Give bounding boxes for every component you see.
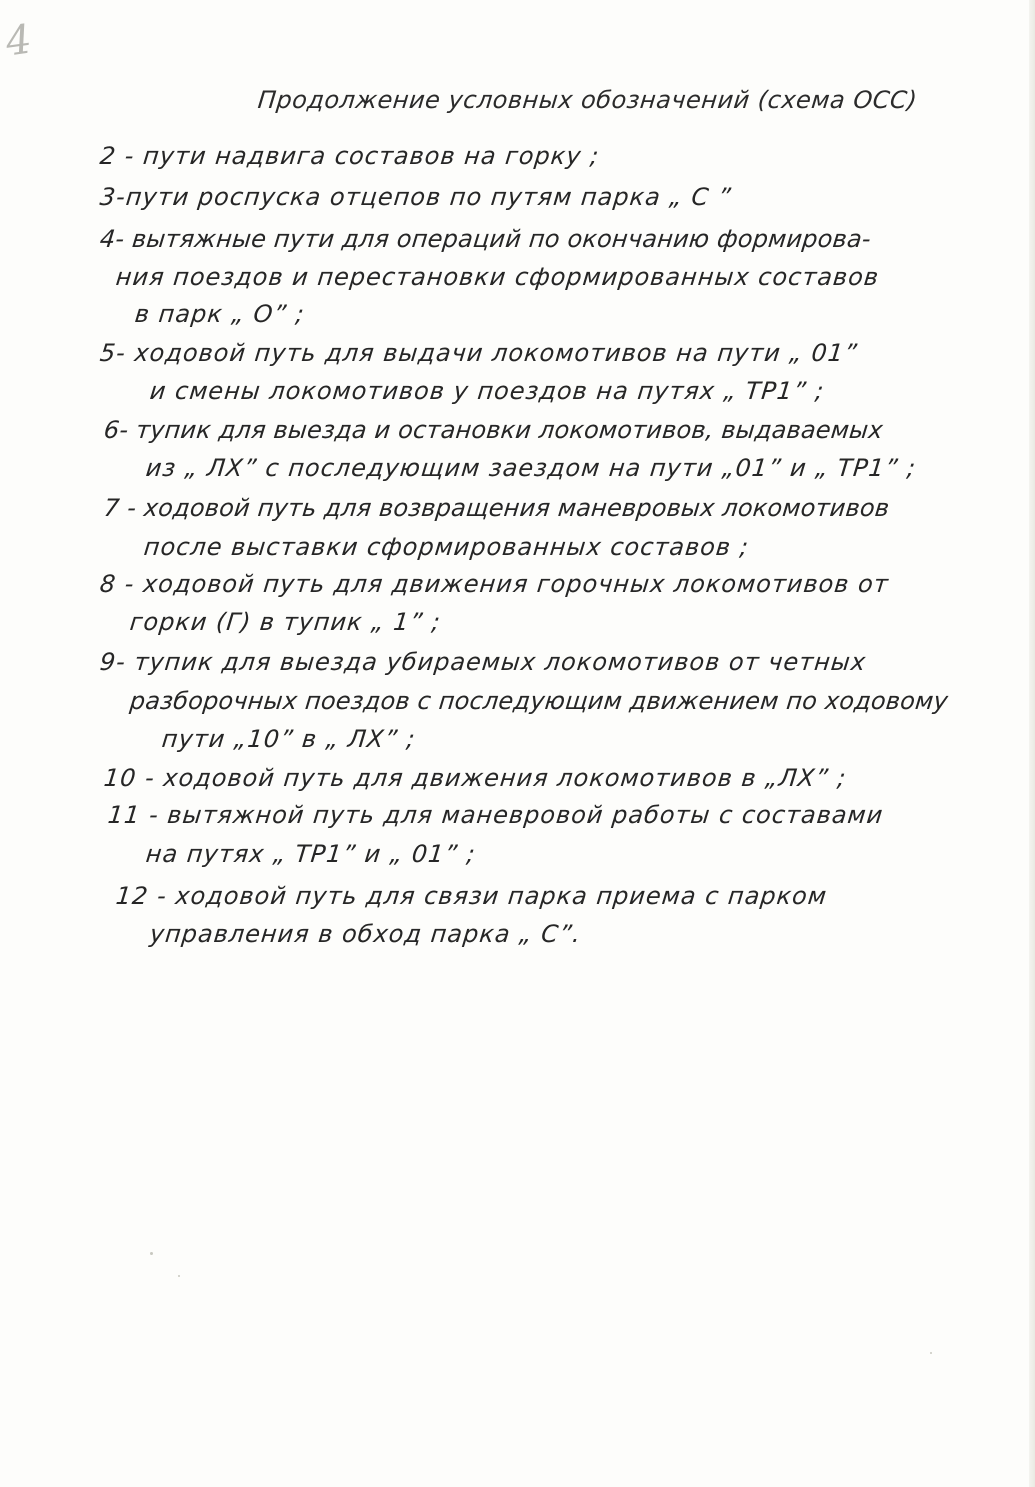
page-number: 4 <box>2 16 35 66</box>
legend-line: 10 - ходовой путь для движения локомотивов в „ЛХ” ; <box>102 764 848 792</box>
paper-speck <box>930 1352 932 1354</box>
legend-line: в парк „ О” ; <box>133 300 307 328</box>
paper-speck <box>150 1252 153 1255</box>
legend-line: на путях „ ТР1” и „ 01” ; <box>144 840 478 868</box>
legend-line: после выставки сформированных составов ; <box>142 533 751 561</box>
page-edge-shadow <box>1029 0 1035 1487</box>
legend-line: 3-пути роспуска отцепов по путям парка „ С ” <box>98 183 733 211</box>
legend-line: пути „10” в „ ЛХ” ; <box>160 725 418 753</box>
legend-line: горки (Г) в тупик „ 1” ; <box>128 608 443 636</box>
legend-line: 4- вытяжные пути для операций по окончанию формирова- <box>98 225 873 253</box>
legend-line: и смены локомотивов у поездов на путях „ ТР1” ; <box>148 377 826 405</box>
legend-line: из „ ЛХ” с последующим заездом на пути „01” и „ ТР1” ; <box>144 454 918 482</box>
legend-line: 2 - пути надвига составов на горку ; <box>98 142 601 170</box>
legend-line: 12 - ходовой путь для связи парка приема с парком <box>114 882 829 910</box>
legend-line: ния поездов и перестановки сформированных составов <box>114 263 881 291</box>
legend-line: 8 - ходовой путь для движения горочных локомотивов от <box>98 570 891 598</box>
paper-speck <box>178 1275 180 1277</box>
legend-line: управления в обход парка „ С”. <box>148 920 583 948</box>
legend-line: 7 - ходовой путь для возвращения маневровых локомотивов <box>102 494 891 522</box>
legend-line: 11 - вытяжной путь для маневровой работы с составами <box>106 801 885 829</box>
legend-line: 5- ходовой путь для выдачи локомотивов на пути „ 01” <box>98 339 860 367</box>
page-title: Продолжение условных обозначений (схема ОСС) <box>256 86 919 114</box>
legend-line: 9- тупик для выезда убираемых локомотивов от четных <box>98 648 868 676</box>
legend-line: 6- тупик для выезда и остановки локомотивов, выдаваемых <box>102 416 885 444</box>
legend-line: разборочных поездов с последующим движением по ходовому <box>128 687 950 715</box>
